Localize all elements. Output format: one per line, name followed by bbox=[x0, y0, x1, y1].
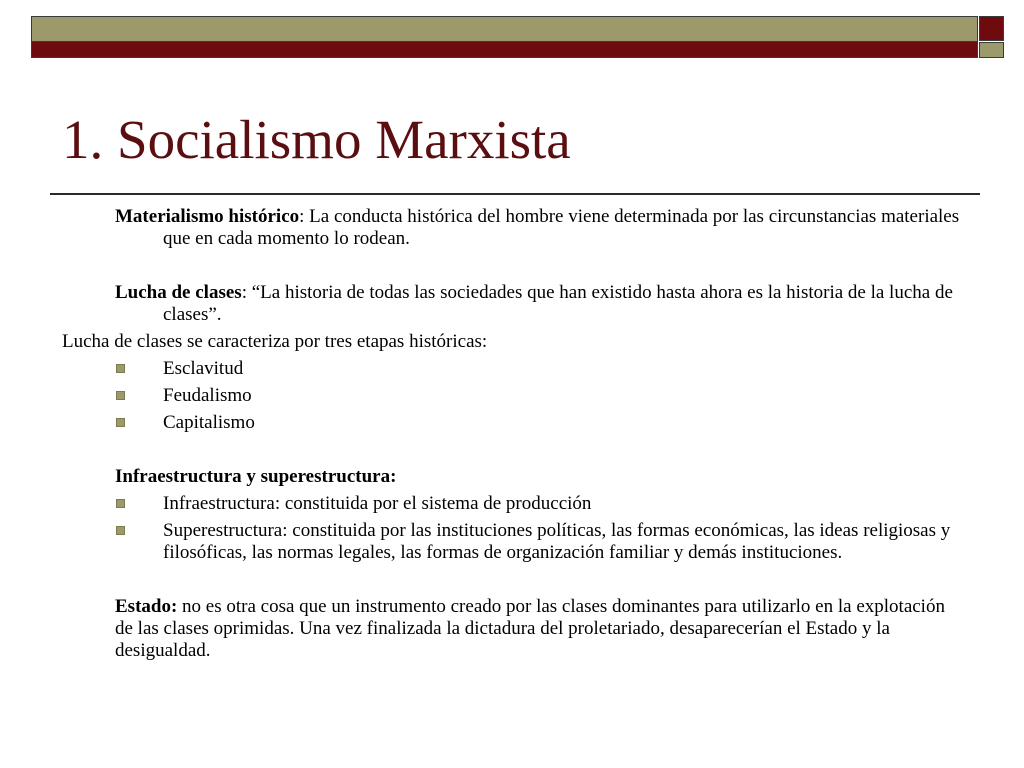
etapas-intro: Lucha de clases se caracteriza por tres etapas históricas: bbox=[62, 331, 488, 352]
materialismo-text: : La conducta histórica del hombre viene determinada por las circunstancias materiales que en cada momento lo rodean. bbox=[163, 206, 960, 249]
materialismo-term: Materialismo histórico bbox=[115, 206, 300, 227]
slide-title: 1. Socialismo Marxista bbox=[62, 109, 571, 170]
lucha-text: : “La historia de todas las sociedades que han existido hasta ahora es la historia de la lucha de clases”. bbox=[163, 282, 953, 325]
etapa-label: Capitalismo bbox=[163, 412, 255, 433]
square-bullet-icon bbox=[116, 391, 125, 400]
infra-heading bbox=[0, 466, 955, 488]
header-band-olive bbox=[32, 17, 977, 42]
lucha-term: Lucha de clases bbox=[115, 282, 242, 303]
corner-square-maroon bbox=[979, 16, 1004, 41]
infra-item-text: Infraestructura: constituida por el sistema de producción bbox=[163, 493, 592, 514]
lucha-paragraph bbox=[0, 282, 963, 326]
header-band-maroon bbox=[32, 42, 977, 57]
estado-paragraph bbox=[0, 596, 955, 662]
etapa-label: Esclavitud bbox=[163, 358, 244, 379]
infra-item-text: Superestructura: constituida por las instituciones políticas, las formas económicas, las ideas religiosas y filosóficas, las normas legales, las formas de organización familiar y demás instituciones. bbox=[163, 520, 951, 563]
square-bullet-icon bbox=[116, 364, 125, 373]
list-item bbox=[0, 520, 963, 564]
list-item bbox=[0, 493, 963, 515]
infra-heading-text: Infraestructura y superestructura: bbox=[115, 466, 397, 487]
list-item bbox=[0, 412, 963, 434]
estado-term: Estado: bbox=[115, 596, 178, 617]
square-bullet-icon bbox=[116, 526, 125, 535]
list-item bbox=[0, 358, 963, 380]
list-item bbox=[0, 385, 963, 407]
square-bullet-icon bbox=[116, 418, 125, 427]
estado-text: no es otra cosa que un instrumento creado por las clases dominantes para utilizarlo en la explotación de las clases oprimidas. Una vez finalizada la dictadura del proletariado, desaparecerían el Estado y la desigualdad. bbox=[115, 596, 945, 661]
slide-body bbox=[0, 206, 1024, 662]
corner-square-olive bbox=[979, 42, 1004, 58]
materialismo-paragraph bbox=[0, 206, 963, 250]
infra-list bbox=[0, 493, 1024, 564]
header-band bbox=[31, 16, 978, 58]
square-bullet-icon bbox=[116, 499, 125, 508]
etapa-label: Feudalismo bbox=[163, 385, 252, 406]
etapas-list bbox=[0, 358, 1024, 434]
title-divider bbox=[50, 193, 980, 195]
